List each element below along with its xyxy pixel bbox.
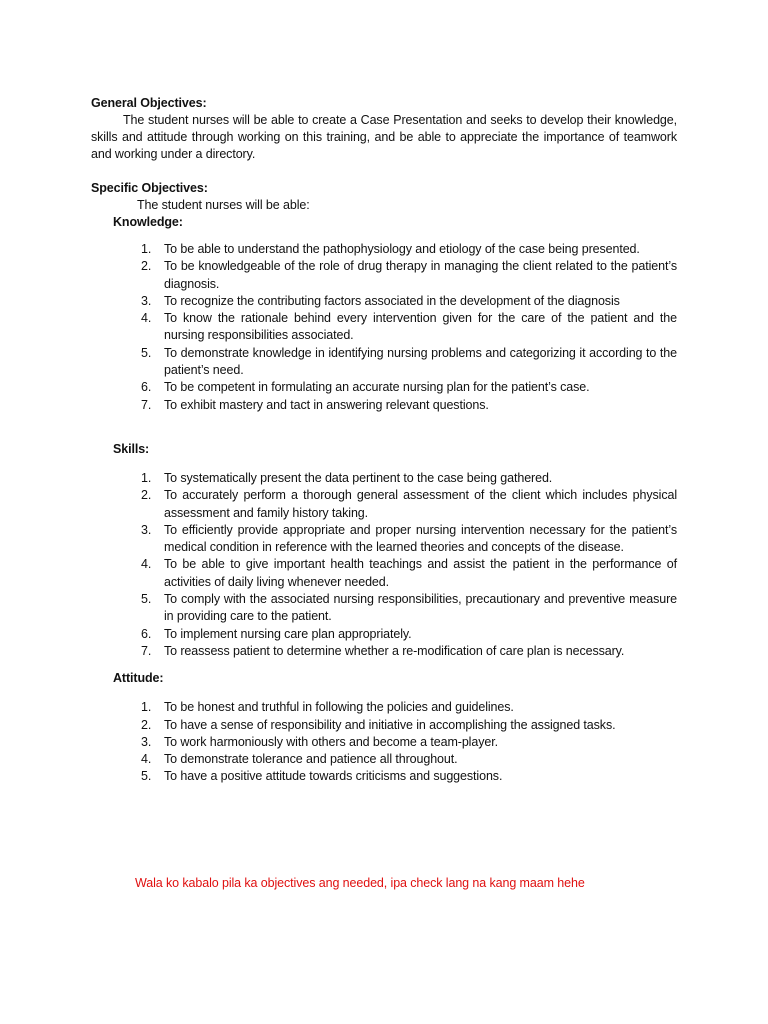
knowledge-list	[91, 241, 677, 414]
specific-objectives-intro: The student nurses will be able:	[137, 198, 310, 212]
list-item: 3. To efficiently provide appropriate and proper nursing intervention necessary for the patient’s medical condition in reference with the learned theories and concepts of the disease.	[141, 522, 677, 555]
general-objectives-text: The student nurses will be able to create a Case Presentation and seeks to develop their knowledge, skills and attitude through working on this training, and be able to appreciate the importance of teamwork and working under a directory.	[91, 113, 677, 161]
skills-list	[91, 470, 677, 660]
list-item: 6. To implement nursing care plan appropriately.	[141, 626, 412, 641]
list-item: 6. To be competent in formulating an accurate nursing plan for the patient’s case.	[141, 380, 590, 395]
list-item: 4. To know the rationale behind every intervention given for the care of the patient and the nursing responsibilities associated.	[141, 311, 677, 343]
list-item: 5. To have a positive attitude towards criticisms and suggestions.	[141, 769, 503, 784]
list-item: 4. To be able to give important health teachings and assist the patient in the performance of activities of daily living whenever needed.	[141, 557, 677, 589]
general-objectives-heading: General Objectives:	[91, 96, 207, 110]
list-item: 2. To accurately perform a thorough general assessment of the client which includes physical assessment and family history taking.	[141, 488, 677, 520]
list-item: 7. To reassess patient to determine whether a re-modification of care plan is necessary.	[141, 643, 625, 658]
list-item: 5. To comply with the associated nursing responsibilities, precautionary and preventive measure in providing care to the patient.	[141, 592, 677, 624]
skills-heading: Skills:	[113, 441, 150, 456]
attitude-list	[91, 699, 677, 785]
list-item: 1. To be able to understand the pathophysiology and etiology of the case being presented.	[141, 242, 640, 256]
list-item: 2. To have a sense of responsibility and initiative in accomplishing the assigned tasks.	[141, 717, 616, 732]
specific-objectives-heading: Specific Objectives:	[91, 181, 208, 195]
list-item: 2. To be knowledgeable of the role of drug therapy in managing the client related to the patient’s diagnosis.	[141, 259, 677, 291]
list-item: 7. To exhibit mastery and tact in answering relevant questions.	[141, 397, 489, 412]
list-item: 4. To demonstrate tolerance and patience all throughout.	[141, 752, 458, 767]
list-item: 3. To recognize the contributing factors associated in the development of the diagnosis	[141, 293, 620, 308]
attitude-heading: Attitude:	[113, 671, 164, 686]
list-item: 1. To be honest and truthful in following the policies and guidelines.	[141, 700, 514, 715]
knowledge-heading: Knowledge:	[113, 215, 183, 229]
list-item: 1. To systematically present the data pertinent to the case being gathered.	[141, 470, 553, 485]
list-item: 3. To work harmoniously with others and become a team-player.	[141, 734, 498, 749]
list-item: 5. To demonstrate knowledge in identifying nursing problems and categorizing it according to the patient’s need.	[141, 345, 677, 378]
red-note: Wala ko kabalo pila ka objectives ang needed, ipa check lang na kang maam hehe	[135, 875, 585, 890]
